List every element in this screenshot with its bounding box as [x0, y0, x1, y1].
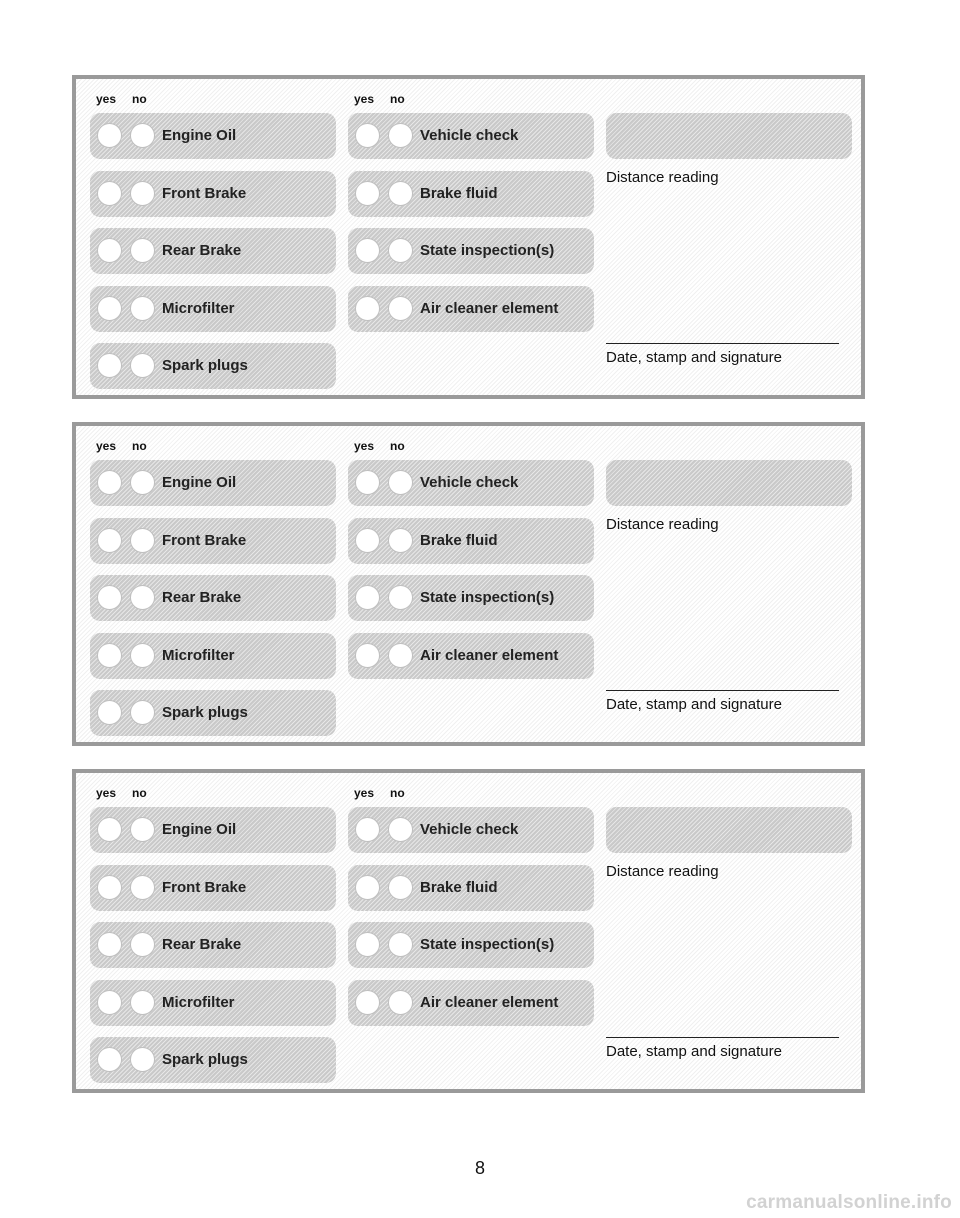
yes-checkbox[interactable] [355, 238, 380, 263]
check-item-engine-oil [90, 460, 336, 506]
no-checkbox[interactable] [388, 990, 413, 1015]
no-checkbox[interactable] [388, 932, 413, 957]
no-checkbox[interactable] [130, 353, 155, 378]
no-checkbox[interactable] [388, 875, 413, 900]
no-checkbox[interactable] [130, 123, 155, 148]
yes-checkbox[interactable] [355, 528, 380, 553]
check-item-engine-oil [90, 113, 336, 159]
left-column-header [96, 439, 147, 453]
check-item-label: State inspection(s) [420, 242, 555, 259]
distance-reading-field[interactable] [606, 460, 852, 506]
check-item-label: Vehicle check [420, 821, 519, 838]
yes-header: yes [96, 92, 117, 106]
yes-checkbox[interactable] [97, 932, 122, 957]
check-item-rear-brake [90, 922, 336, 968]
yes-checkbox[interactable] [97, 990, 122, 1015]
signature-label: Date, stamp and signature [606, 349, 782, 366]
check-item-label: Rear Brake [162, 589, 242, 606]
yes-checkbox[interactable] [97, 643, 122, 668]
yes-checkbox[interactable] [97, 875, 122, 900]
no-checkbox[interactable] [388, 528, 413, 553]
yes-checkbox[interactable] [97, 817, 122, 842]
check-item-spark-plugs [90, 690, 336, 736]
yes-checkbox[interactable] [355, 470, 380, 495]
no-checkbox[interactable] [130, 700, 155, 725]
check-item-label: Air cleaner element [420, 647, 559, 664]
yes-checkbox[interactable] [355, 875, 380, 900]
middle-column-header [354, 439, 405, 453]
check-item-state-inspection [348, 575, 594, 621]
check-item-rear-brake [90, 575, 336, 621]
check-item-air-cleaner-element [348, 286, 594, 332]
yes-checkbox[interactable] [97, 238, 122, 263]
check-item-state-inspection [348, 228, 594, 274]
check-item-label: Front Brake [162, 185, 247, 202]
check-item-label: Brake fluid [420, 185, 498, 202]
no-header: no [390, 786, 405, 800]
yes-checkbox[interactable] [97, 700, 122, 725]
check-item-vehicle-check [348, 460, 594, 506]
no-checkbox[interactable] [388, 296, 413, 321]
yes-checkbox[interactable] [97, 296, 122, 321]
check-item-brake-fluid [348, 518, 594, 564]
check-item-spark-plugs [90, 343, 336, 389]
check-item-rear-brake [90, 228, 336, 274]
no-checkbox[interactable] [130, 875, 155, 900]
check-item-brake-fluid [348, 171, 594, 217]
yes-checkbox[interactable] [355, 932, 380, 957]
middle-column-header [354, 92, 405, 106]
check-item-label: Spark plugs [162, 1051, 248, 1068]
check-item-engine-oil [90, 807, 336, 853]
service-record-card-2 [72, 422, 865, 746]
check-item-label: Engine Oil [162, 821, 237, 838]
no-header: no [390, 92, 405, 106]
service-record-card-3 [72, 769, 865, 1093]
check-item-label: Spark plugs [162, 357, 248, 374]
no-checkbox[interactable] [388, 470, 413, 495]
no-header: no [132, 92, 147, 106]
yes-checkbox[interactable] [355, 296, 380, 321]
no-checkbox[interactable] [130, 817, 155, 842]
no-checkbox[interactable] [130, 296, 155, 321]
check-item-label: Spark plugs [162, 704, 248, 721]
check-item-microfilter [90, 633, 336, 679]
yes-checkbox[interactable] [355, 123, 380, 148]
yes-checkbox[interactable] [355, 817, 380, 842]
no-checkbox[interactable] [388, 123, 413, 148]
check-item-label: Brake fluid [420, 879, 498, 896]
check-item-air-cleaner-element [348, 980, 594, 1026]
no-checkbox[interactable] [130, 585, 155, 610]
check-item-label: Vehicle check [420, 127, 519, 144]
page-number: 8 [474, 1158, 485, 1178]
yes-checkbox[interactable] [355, 990, 380, 1015]
yes-checkbox[interactable] [355, 643, 380, 668]
distance-reading-label: Distance reading [606, 516, 719, 533]
site-watermark: carmanualsonline.info [746, 1192, 952, 1213]
signature-line[interactable] [606, 343, 839, 344]
yes-header: yes [96, 786, 117, 800]
signature-line[interactable] [606, 1037, 839, 1038]
distance-reading-field[interactable] [606, 807, 852, 853]
no-checkbox[interactable] [130, 181, 155, 206]
check-item-label: Microfilter [162, 994, 235, 1011]
yes-checkbox[interactable] [97, 353, 122, 378]
check-item-label: State inspection(s) [420, 589, 555, 606]
check-item-spark-plugs [90, 1037, 336, 1083]
check-item-label: Front Brake [162, 532, 247, 549]
yes-header: yes [96, 439, 117, 453]
yes-checkbox[interactable] [97, 123, 122, 148]
yes-checkbox[interactable] [355, 181, 380, 206]
no-checkbox[interactable] [130, 643, 155, 668]
no-checkbox[interactable] [388, 585, 413, 610]
no-checkbox[interactable] [130, 238, 155, 263]
yes-checkbox[interactable] [97, 585, 122, 610]
no-checkbox[interactable] [388, 181, 413, 206]
check-item-vehicle-check [348, 113, 594, 159]
service-record-card-1 [72, 75, 865, 399]
yes-checkbox[interactable] [97, 181, 122, 206]
check-item-label: Microfilter [162, 647, 235, 664]
no-header: no [132, 786, 147, 800]
no-checkbox[interactable] [130, 1047, 155, 1072]
distance-reading-field[interactable] [606, 113, 852, 159]
check-item-state-inspection [348, 922, 594, 968]
check-item-label: Rear Brake [162, 936, 242, 953]
no-checkbox[interactable] [130, 932, 155, 957]
check-item-label: Rear Brake [162, 242, 242, 259]
check-item-label: Brake fluid [420, 532, 498, 549]
check-item-label: Air cleaner element [420, 300, 559, 317]
check-item-label: Vehicle check [420, 474, 519, 491]
no-checkbox[interactable] [388, 643, 413, 668]
check-item-brake-fluid [348, 865, 594, 911]
yes-header: yes [354, 92, 375, 106]
left-column-header [96, 92, 147, 106]
check-item-front-brake [90, 865, 336, 911]
check-item-microfilter [90, 980, 336, 1026]
check-item-microfilter [90, 286, 336, 332]
no-checkbox[interactable] [130, 470, 155, 495]
check-item-label: Microfilter [162, 300, 235, 317]
yes-checkbox[interactable] [97, 528, 122, 553]
signature-label: Date, stamp and signature [606, 696, 782, 713]
check-item-air-cleaner-element [348, 633, 594, 679]
yes-checkbox[interactable] [97, 470, 122, 495]
check-item-label: Air cleaner element [420, 994, 559, 1011]
check-item-front-brake [90, 518, 336, 564]
no-checkbox[interactable] [130, 990, 155, 1015]
no-checkbox[interactable] [130, 528, 155, 553]
signature-label: Date, stamp and signature [606, 1043, 782, 1060]
check-item-label: State inspection(s) [420, 936, 555, 953]
check-item-label: Engine Oil [162, 474, 237, 491]
signature-line[interactable] [606, 690, 839, 691]
no-header: no [390, 439, 405, 453]
middle-column-header [354, 786, 405, 800]
yes-header: yes [354, 439, 375, 453]
yes-checkbox[interactable] [97, 1047, 122, 1072]
yes-checkbox[interactable] [355, 585, 380, 610]
left-column-header [96, 786, 147, 800]
distance-reading-label: Distance reading [606, 863, 719, 880]
check-item-label: Front Brake [162, 879, 247, 896]
check-item-front-brake [90, 171, 336, 217]
distance-reading-label: Distance reading [606, 169, 719, 186]
check-item-label: Engine Oil [162, 127, 237, 144]
no-checkbox[interactable] [388, 238, 413, 263]
check-item-vehicle-check [348, 807, 594, 853]
yes-header: yes [354, 786, 375, 800]
no-checkbox[interactable] [388, 817, 413, 842]
no-header: no [132, 439, 147, 453]
